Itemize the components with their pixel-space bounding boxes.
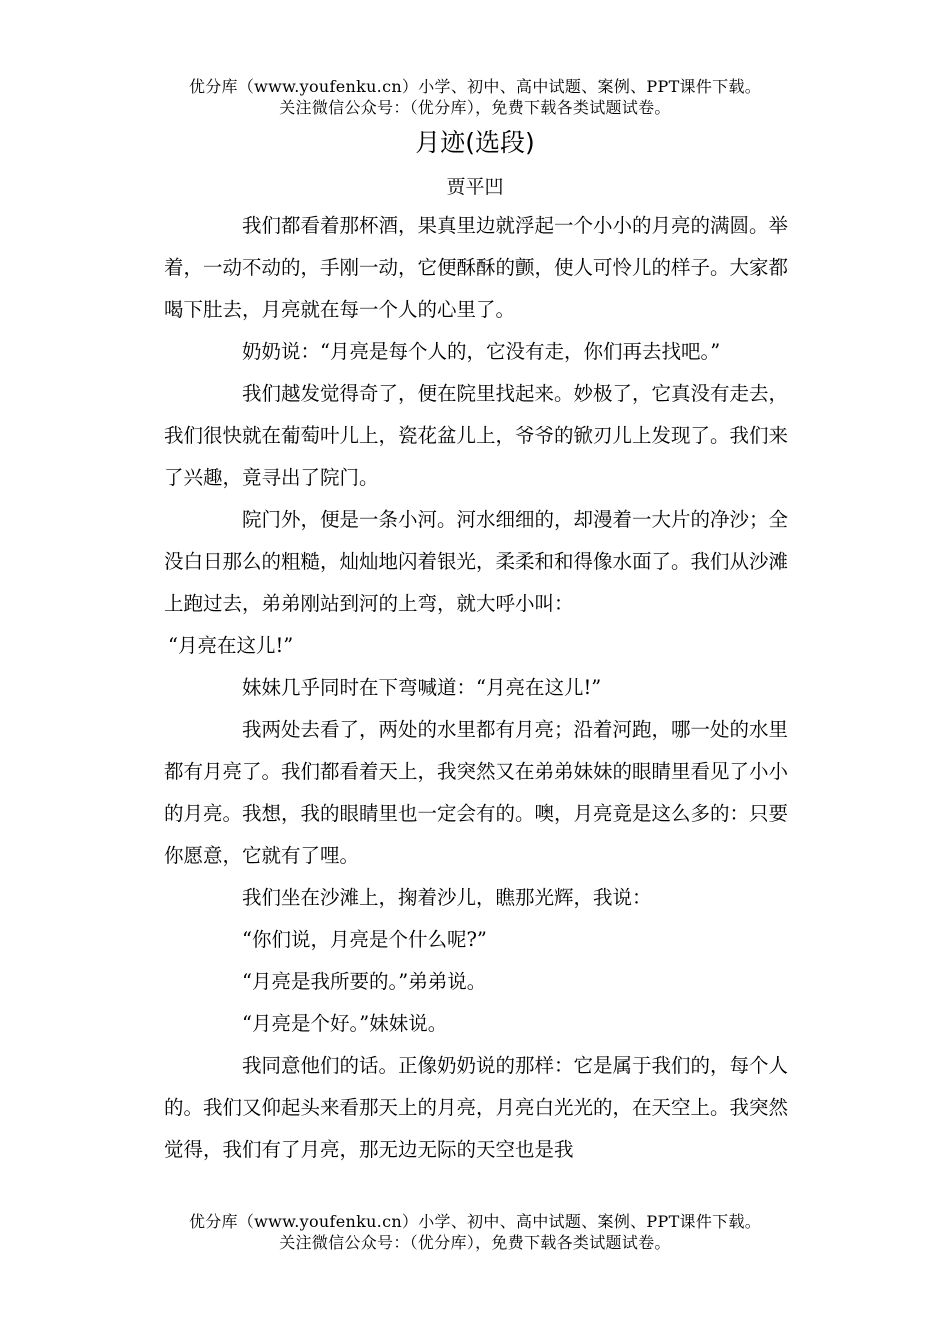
paragraph: 我同意他们的话。正像奶奶说的那样：它是属于我们的，每个人的。我们又仰起头来看那天上的月亮，月亮白光光的，在天空上。我突然觉得，我们有了月亮，那无边无际的天空也是我 xyxy=(164,1054,789,1161)
paragraph: 我们都看着那杯酒，果真里边就浮起一个小小的月亮的满圆。举着，一动不动的，手刚一动，它便酥酥的颤，使人可怜儿的样子。大家都喝下肚去，月亮就在每一个人的心里了。 xyxy=(164,214,789,321)
paragraph: “月亮是我所要的。”弟弟说。 xyxy=(242,970,487,993)
paragraph: 我们坐在沙滩上，掬着沙儿，瞧那光辉，我说： xyxy=(242,886,652,909)
paragraph: 奶奶说：“月亮是每个人的，它没有走，你们再去找吧。” xyxy=(242,340,721,363)
article-author: 贾平凹 xyxy=(446,176,504,198)
paragraph: 妹妹几乎同时在下弯喊道：“月亮在这儿!” xyxy=(242,676,602,699)
footer-line-2: 关注微信公众号：（优分库），免费下载各类试题试卷。 xyxy=(279,1233,671,1252)
paragraph: “月亮是个好。”妹妹说。 xyxy=(242,1012,448,1035)
paragraph: “月亮在这儿!” xyxy=(168,634,294,657)
page-header xyxy=(0,76,950,118)
header-line-1: 优分库（www.youfenku.cn）小学、初中、高中试题、案例、PPT课件下载。 xyxy=(188,77,762,96)
article-body xyxy=(164,205,788,1171)
paragraph: 院门外，便是一条小河。河水细细的，却漫着一大片的净沙；全没白日那么的粗糙，灿灿地闪着银光，柔柔和和得像水面了。我们从沙滩上跑过去，弟弟刚站到河的上弯，就大呼小叫： xyxy=(164,508,789,615)
article-title: 月迹(选段) xyxy=(415,128,535,157)
header-line-2: 关注微信公众号：（优分库），免费下载各类试题试卷。 xyxy=(279,98,671,117)
paragraph: “你们说，月亮是个什么呢?” xyxy=(242,928,487,951)
page-footer xyxy=(0,1211,950,1253)
footer-line-1: 优分库（www.youfenku.cn）小学、初中、高中试题、案例、PPT课件下载。 xyxy=(188,1212,762,1231)
paragraph: 我两处去看了，两处的水里都有月亮；沿着河跑，哪一处的水里都有月亮了。我们都看着天上，我突然又在弟弟妹妹的眼睛里看见了小小的月亮。我想，我的眼睛里也一定会有的。噢，月亮竟是这么多的：只要你愿意，它就有了哩。 xyxy=(164,718,789,867)
paragraph: 我们越发觉得奇了，便在院里找起来。妙极了，它真没有走去，我们很快就在葡萄叶儿上，瓷花盆儿上，爷爷的锨刃儿上发现了。我们来了兴趣，竟寻出了院门。 xyxy=(164,382,789,489)
